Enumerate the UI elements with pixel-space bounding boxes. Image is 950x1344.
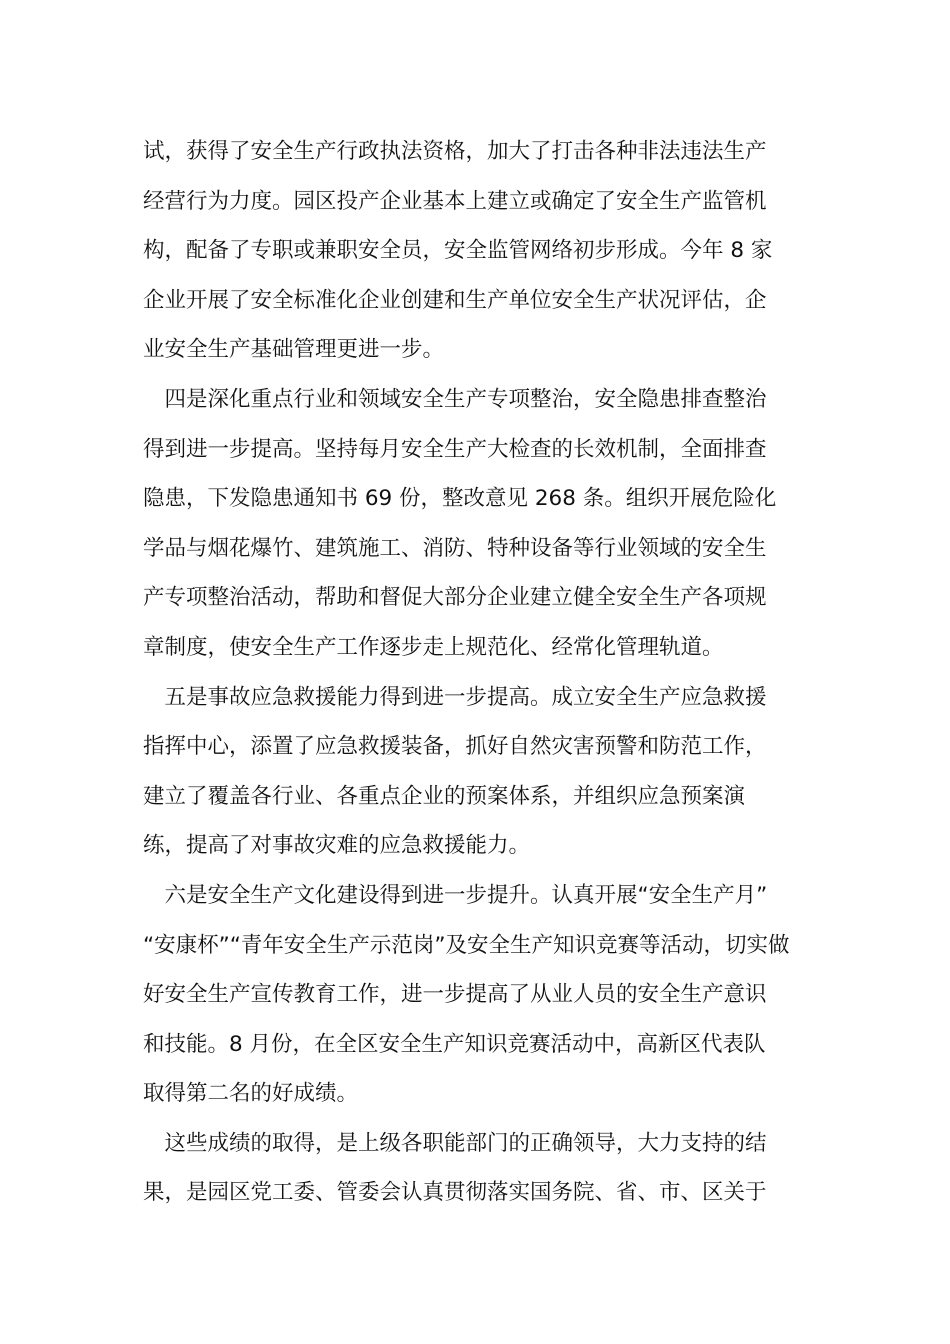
text-line: 和技能。8 月份，在全区安全生产知识竞赛活动中，高新区代表队 <box>143 1031 766 1057</box>
text-line: 指挥中心，添置了应急救援装备，抓好自然灾害预警和防范工作， <box>143 734 767 760</box>
body-text <box>143 127 807 1218</box>
text-line: 企业开展了安全标准化企业创建和生产单位安全生产状况评估，企 <box>143 287 767 313</box>
text-line: 章制度，使安全生产工作逐步走上规范化、经常化管理轨道。 <box>143 634 724 660</box>
text-line: 取得第二名的好成绩。 <box>143 1081 359 1107</box>
text-line: 建立了覆盖各行业、各重点企业的预案体系，并组织应急预案演 <box>143 783 746 809</box>
text-line: 四是深化重点行业和领域安全生产专项整治，安全隐患排查整治 <box>143 386 767 412</box>
text-line: 得到进一步提高。坚持每月安全生产大检查的长效机制，全面排查 <box>143 436 767 462</box>
text-line: 六是安全生产文化建设得到进一步提升。认真开展“安全生产月” <box>143 882 768 908</box>
text-line: 试，获得了安全生产行政执法资格，加大了打击各种非法违法生产 <box>143 139 767 164</box>
text-line: 隐患，下发隐患通知书 69 份，整改意见 268 条。组织开展危险化 <box>143 486 777 512</box>
text-line: 练，提高了对事故灾难的应急救援能力。 <box>143 833 531 859</box>
text-line: 构，配备了专职或兼职安全员，安全监管网络初步形成。今年 8 家 <box>143 238 773 264</box>
text-line: 经营行为力度。园区投产企业基本上建立或确定了安全生产监管机 <box>143 188 767 214</box>
text-line: “安康杯”“青年安全生产示范岗”及安全生产知识竞赛等活动，切实做 <box>143 932 790 958</box>
text-line: 这些成绩的取得，是上级各职能部门的正确领导，大力支持的结 <box>143 1130 767 1156</box>
text-line: 果，是园区党工委、管委会认真贯彻落实国务院、省、市、区关于 <box>143 1180 767 1206</box>
text-line: 学品与烟花爆竹、建筑施工、消防、特种设备等行业领域的安全生 <box>143 535 767 561</box>
text-line: 好安全生产宣传教育工作，进一步提高了从业人员的安全生产意识 <box>143 982 767 1008</box>
text-line: 五是事故应急救援能力得到进一步提高。成立安全生产应急救援 <box>143 684 767 710</box>
text-line: 业安全生产基础管理更进一步。 <box>143 337 445 363</box>
text-line: 产专项整治活动，帮助和督促大部分企业建立健全安全生产各项规 <box>143 585 767 611</box>
